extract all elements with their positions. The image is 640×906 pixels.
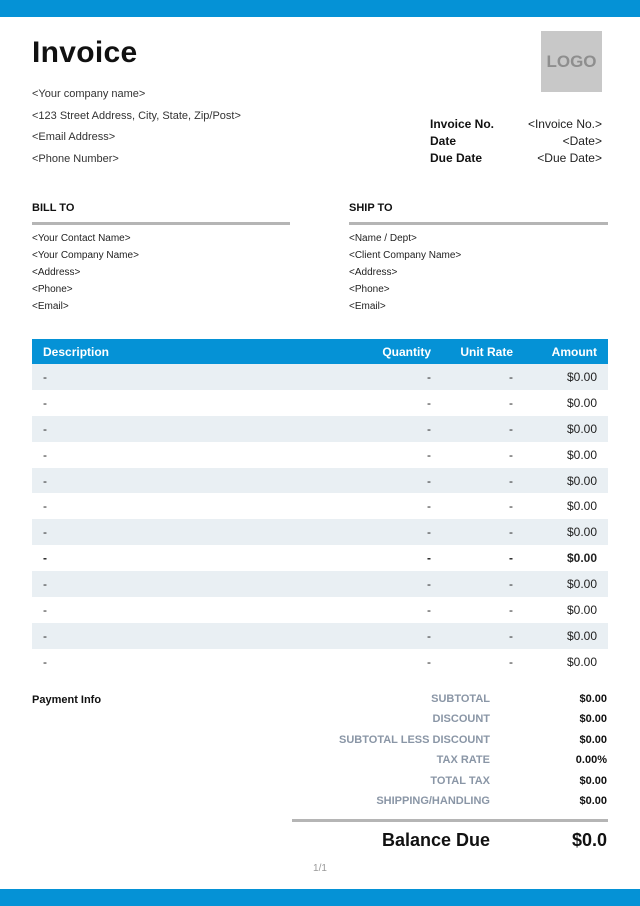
line-items-table: [32, 339, 608, 675]
item-quantity: -: [427, 577, 431, 592]
subtotal-value: $0.00: [579, 693, 607, 705]
subtotal-less-discount-value: $0.00: [579, 734, 607, 746]
table-row: [32, 416, 608, 442]
ship-to-title: SHIP TO: [349, 202, 393, 214]
ship-to-company: <Client Company Name>: [349, 250, 462, 261]
item-amount: $0.00: [566, 654, 597, 669]
table-header: [32, 339, 608, 364]
header-unit-rate: Unit Rate: [460, 344, 513, 359]
item-quantity: -: [427, 369, 431, 384]
invoice-number-value: <Invoice No.>: [527, 117, 602, 131]
item-description: -: [43, 473, 47, 488]
logo-placeholder: LOGO: [541, 31, 602, 92]
item-amount: $0.00: [566, 628, 597, 643]
invoice-number-label: Invoice No.: [430, 117, 495, 131]
item-amount: $0.00: [566, 395, 597, 410]
due-date-value: <Due Date>: [537, 151, 602, 165]
ship-to-phone: <Phone>: [349, 284, 390, 295]
table-row: [32, 390, 608, 416]
discount-value: $0.00: [579, 713, 607, 725]
item-unit-rate: -: [509, 654, 513, 669]
item-description: -: [43, 525, 47, 540]
balance-due-value: $0.0: [571, 830, 607, 850]
item-description: -: [43, 628, 47, 643]
page-title: Invoice: [32, 36, 138, 69]
table-row: [32, 468, 608, 494]
top-accent-bar: [0, 0, 640, 17]
item-unit-rate: -: [509, 551, 513, 566]
company-address: <123 Street Address, City, State, Zip/Post>: [32, 110, 241, 122]
bill-to-address: <Address>: [32, 267, 81, 278]
header-amount: Amount: [551, 344, 597, 359]
company-name: <Your company name>: [32, 88, 146, 100]
shipping-handling-value: $0.00: [579, 795, 607, 807]
item-description: -: [43, 447, 47, 462]
due-date-label: Due Date: [430, 151, 483, 165]
item-amount: $0.00: [566, 369, 597, 384]
table-row: [32, 571, 608, 597]
totals-divider: [292, 819, 608, 822]
item-unit-rate: -: [509, 499, 513, 514]
item-amount: $0.00: [566, 447, 597, 462]
subtotal-label: SUBTOTAL: [431, 693, 490, 705]
item-unit-rate: -: [509, 525, 513, 540]
total-tax-label: TOTAL TAX: [430, 775, 490, 787]
item-unit-rate: -: [509, 628, 513, 643]
table-row: [32, 519, 608, 545]
table-row: [32, 364, 608, 390]
ship-to-email: <Email>: [349, 301, 386, 312]
item-amount: $0.00: [566, 602, 597, 617]
item-amount: $0.00: [566, 551, 597, 566]
item-quantity: -: [427, 602, 431, 617]
item-description: -: [43, 421, 47, 436]
item-quantity: -: [427, 499, 431, 514]
item-unit-rate: -: [509, 421, 513, 436]
total-tax-value: $0.00: [579, 775, 607, 787]
item-quantity: -: [427, 473, 431, 488]
bill-to-divider: [32, 222, 290, 225]
item-quantity: -: [427, 628, 431, 643]
bottom-accent-bar: [0, 889, 640, 906]
table-row: [32, 493, 608, 519]
bill-to-contact: <Your Contact Name>: [32, 233, 131, 244]
table-row: [32, 545, 608, 571]
item-quantity: -: [427, 447, 431, 462]
header-description: Description: [43, 344, 110, 359]
item-description: -: [43, 602, 47, 617]
item-unit-rate: -: [509, 602, 513, 617]
invoice-date-row: [430, 134, 602, 148]
item-quantity: -: [427, 525, 431, 540]
item-amount: $0.00: [566, 577, 597, 592]
invoice-date-value: <Date>: [562, 134, 602, 148]
item-quantity: -: [427, 421, 431, 436]
item-description: -: [43, 395, 47, 410]
item-description: -: [43, 369, 47, 384]
item-amount: $0.00: [566, 525, 597, 540]
item-unit-rate: -: [509, 369, 513, 384]
item-quantity: -: [427, 551, 431, 566]
invoice-number-row: [430, 117, 602, 131]
table-row: [32, 597, 608, 623]
shipping-handling-label: SHIPPING/HANDLING: [376, 795, 490, 807]
tax-rate-value: 0.00%: [575, 754, 607, 766]
ship-to-name: <Name / Dept>: [349, 233, 417, 244]
table-row: [32, 442, 608, 468]
item-quantity: -: [427, 395, 431, 410]
item-amount: $0.00: [566, 421, 597, 436]
bill-to-title: BILL TO: [32, 202, 75, 214]
table-row: [32, 623, 608, 649]
bill-to-email: <Email>: [32, 301, 69, 312]
ship-to-divider: [349, 222, 608, 225]
item-unit-rate: -: [509, 395, 513, 410]
item-description: -: [43, 551, 47, 566]
subtotal-less-discount-label: SUBTOTAL LESS DISCOUNT: [339, 734, 490, 746]
item-unit-rate: -: [509, 473, 513, 488]
table-row: [32, 649, 608, 675]
payment-info-label: Payment Info: [32, 694, 102, 706]
page-number: 1/1: [313, 863, 327, 874]
item-amount: $0.00: [566, 473, 597, 488]
item-quantity: -: [427, 654, 431, 669]
ship-to-address: <Address>: [349, 267, 398, 278]
item-description: -: [43, 499, 47, 514]
item-description: -: [43, 654, 47, 669]
header-quantity: Quantity: [382, 344, 431, 359]
invoice-date-label: Date: [430, 134, 457, 148]
discount-label: DISCOUNT: [432, 713, 490, 725]
item-unit-rate: -: [509, 577, 513, 592]
bill-to-phone: <Phone>: [32, 284, 73, 295]
company-email: <Email Address>: [32, 131, 116, 143]
company-phone: <Phone Number>: [32, 153, 119, 165]
item-unit-rate: -: [509, 447, 513, 462]
balance-due-label: Balance Due: [381, 830, 490, 850]
due-date-row: [430, 151, 602, 165]
bill-to-company: <Your Company Name>: [32, 250, 139, 261]
item-amount: $0.00: [566, 499, 597, 514]
item-description: -: [43, 577, 47, 592]
tax-rate-label: TAX RATE: [436, 754, 490, 766]
